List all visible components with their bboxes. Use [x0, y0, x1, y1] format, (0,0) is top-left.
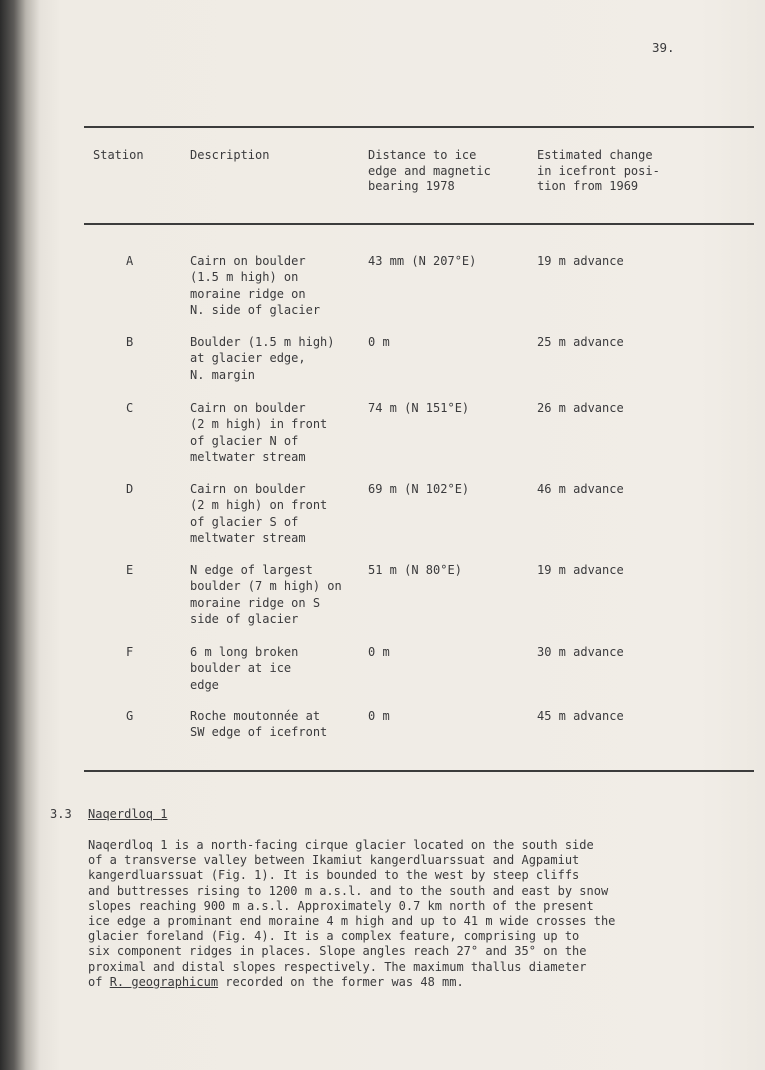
table-top-rule — [84, 126, 754, 128]
station-cell: B — [126, 335, 134, 349]
distance-cell: 51 m (N 80°E) — [368, 563, 462, 577]
distance-cell: 43 mm (N 207°E) — [368, 254, 477, 268]
station-cell: A — [126, 254, 134, 268]
station-cell: C — [126, 401, 134, 415]
change-cell: 25 m advance — [537, 335, 624, 349]
change-cell: 26 m advance — [537, 401, 624, 415]
header-station: Station — [93, 148, 144, 162]
distance-cell: 0 m — [368, 645, 390, 659]
section-number: 3.3 — [50, 807, 72, 821]
table-header-rule — [84, 223, 754, 225]
description-cell: N edge of largest boulder (7 m high) on moraine ridge on S side of glacier — [190, 563, 342, 626]
change-cell: 30 m advance — [537, 645, 624, 659]
header-distance: Distance to ice edge and magnetic bearing 1978 — [368, 148, 491, 193]
table-bottom-rule — [84, 770, 754, 772]
change-cell: 46 m advance — [537, 482, 624, 496]
distance-cell: 0 m — [368, 335, 390, 349]
paragraph-text: Naqerdloq 1 is a north-facing cirque glacier located on the south side of a transverse valley between Ikamiut kangerdluarssuat and Agpamiut kangerdluarssuat (Fig. 1). It is bounded to the west by steep cliffs and buttresses rising to 1200 m a.s.l. and to the south and east by snow slopes reaching 900 m a.s.l. Approximately 0.7 km north of the present ice edge a prominant end moraine 4 m high and up to 41 m wide crosses the glacier foreland (Fig. 4). It is a complex feature, comprising up to six component ridges in places. Slope angles reach 27° and 35° on the proximal and distal slopes respectively. The maximum thallus diameter of — [88, 838, 616, 989]
section-title: Naqerdloq 1 — [88, 807, 168, 821]
paragraph-text-end: recorded on the former was 48 mm. — [218, 974, 464, 989]
page-number: 39. — [652, 40, 675, 55]
header-description: Description — [190, 148, 270, 162]
change-cell: 19 m advance — [537, 254, 624, 268]
change-cell: 19 m advance — [537, 563, 624, 577]
station-cell: F — [126, 645, 134, 659]
header-change: Estimated change in icefront posi- tion from 1969 — [537, 148, 660, 193]
description-cell: Cairn on boulder (1.5 m high) on moraine ridge on N. side of glacier — [190, 254, 321, 317]
distance-cell: 74 m (N 151°E) — [368, 401, 470, 415]
station-cell: E — [126, 563, 134, 577]
distance-cell: 0 m — [368, 709, 390, 723]
station-cell: D — [126, 482, 134, 496]
distance-cell: 69 m (N 102°E) — [368, 482, 470, 496]
change-cell: 45 m advance — [537, 709, 624, 723]
description-cell: Roche moutonnée at SW edge of icefront — [190, 709, 328, 740]
description-cell: Cairn on boulder (2 m high) in front of glacier N of meltwater stream — [190, 401, 328, 464]
description-cell: 6 m long broken boulder at ice edge — [190, 645, 299, 692]
section-paragraph — [88, 838, 688, 990]
station-cell: G — [126, 709, 134, 723]
description-cell: Cairn on boulder (2 m high) on front of glacier S of meltwater stream — [190, 482, 328, 545]
description-cell: Boulder (1.5 m high) at glacier edge, N. margin — [190, 335, 335, 382]
species-name: R. geographicum — [109, 974, 219, 989]
